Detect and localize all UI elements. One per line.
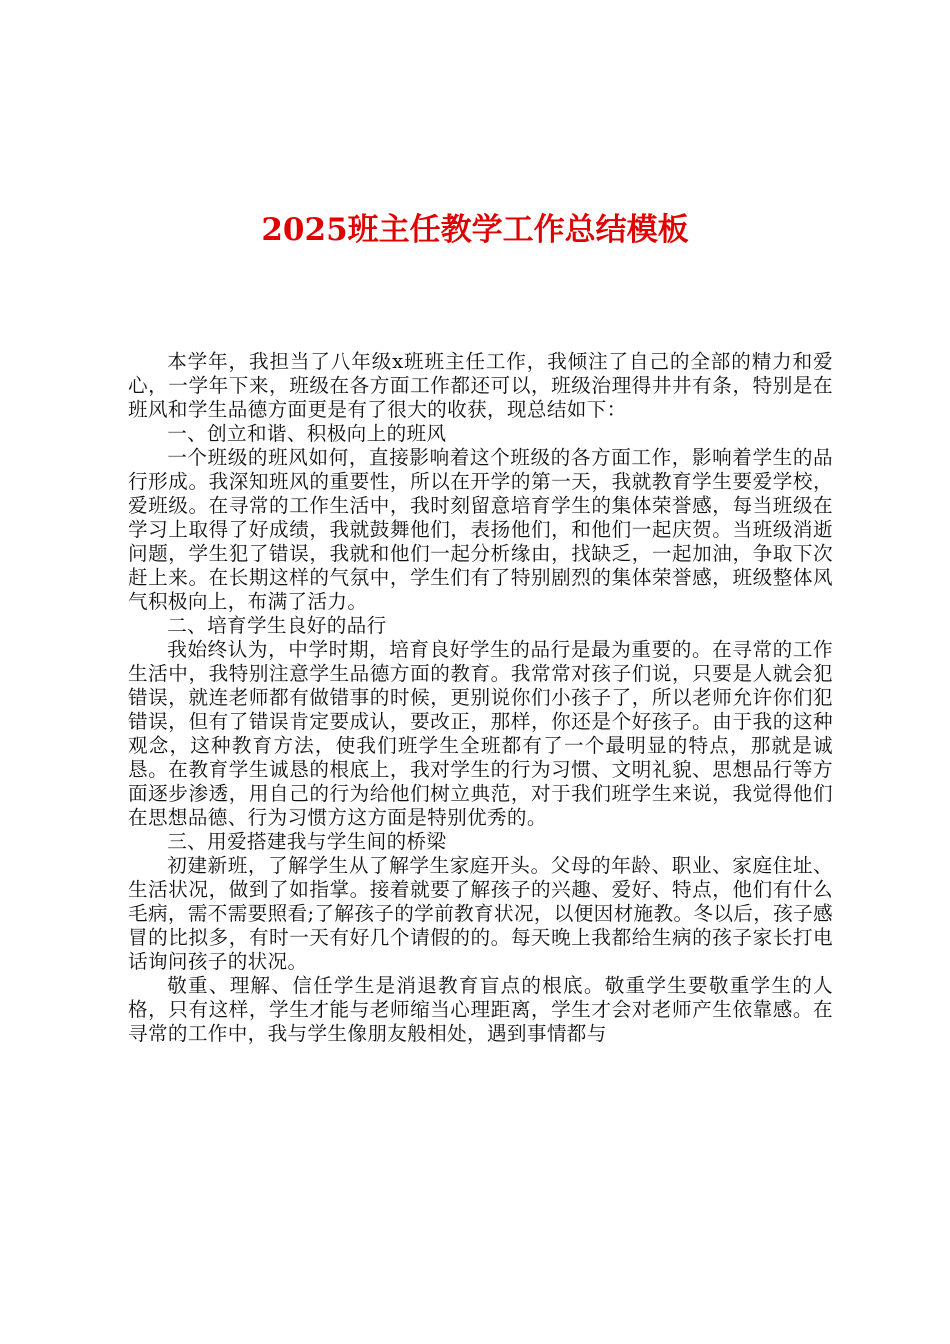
section-heading-2: 二、培育学生良好的品行 bbox=[167, 614, 387, 637]
paragraph-class-spirit: 一个班级的班风如何，直接影响着这个班级的各方面工作，影响着学生的品行形成。我深知班风的重要性，所以在开学的第一天，我就教育学生要爱学校，爱班级。在寻常的工作生活中，我时刻留意培育学生的集体荣誉感，每当班级在学习上取得了好成绩，我就鼓舞他们，表扬他们，和他们一起庆贺。当班级消逝问题，学生犯了错误，我就和他们一起分析缘由，找缺乏，一起加油，争取下次赶上来。在长期这样的气氛中，学生们有了特别剧烈的集体荣誉感，班级整体风气积极向上，布满了活力。 bbox=[128, 446, 833, 613]
section-heading-3: 三、用爱搭建我与学生间的桥梁 bbox=[167, 830, 447, 853]
paragraph-student-conduct: 我始终认为，中学时期，培育良好学生的品行是最为重要的。在寻常的工作生活中，我特别注意学生品德方面的教育。我常常对孩子们说，只要是人就会犯错误，就连老师都有做错事的时候，更别说你们小孩子了，所以老师允许你们犯错误，但有了错误肯定要成认，要改正，那样，你还是个好孩子。由于我的这种观念，这种教育方法，使我们班学生全班都有了一个最明显的特点，那就是诚恳。在教育学生诚恳的根底上，我对学生的行为习惯、文明礼貌、思想品行等方面逐步渗透，用自己的行为给他们树立典范，对于我们班学生来说，我觉得他们在思想品德、行为习惯方这方面是特别优秀的。 bbox=[128, 638, 833, 829]
paragraph-intro: 本学年，我担当了八年级x班班主任工作，我倾注了自己的全部的精力和爱心，一学年下来，班级在各方面工作都还可以，班级治理得井井有条，特别是在班风和学生品德方面更是有了很大的收获，现总结如下： bbox=[128, 350, 833, 421]
document-title: 2025班主任教学工作总结模板 bbox=[261, 212, 689, 248]
document-body bbox=[128, 350, 833, 1046]
paragraph-family-understanding: 初建新班，了解学生从了解学生家庭开头。父母的年龄、职业、家庭住址、生活状况，做到了如指掌。接着就要了解孩子的兴趣、爱好、特点，他们有什么毛病，需不需要照看;了解孩子的学前教育状况，以便因材施教。冬以后，孩子感冒的比拟多，有时一天有好几个请假的的。每天晚上我都给生病的孩子家长打电话询问孩子的状况。 bbox=[128, 854, 833, 973]
section-heading-1: 一、创立和谐、积极向上的班风 bbox=[167, 422, 447, 445]
paragraph-respect-students: 敬重、理解、信任学生是消退教育盲点的根底。敬重学生要敬重学生的人格，只有这样，学生才能与老师缩当心理距离，学生才会对老师产生依靠感。在寻常的工作中，我与学生像朋友般相处，遇到事情都与 bbox=[128, 974, 833, 1045]
